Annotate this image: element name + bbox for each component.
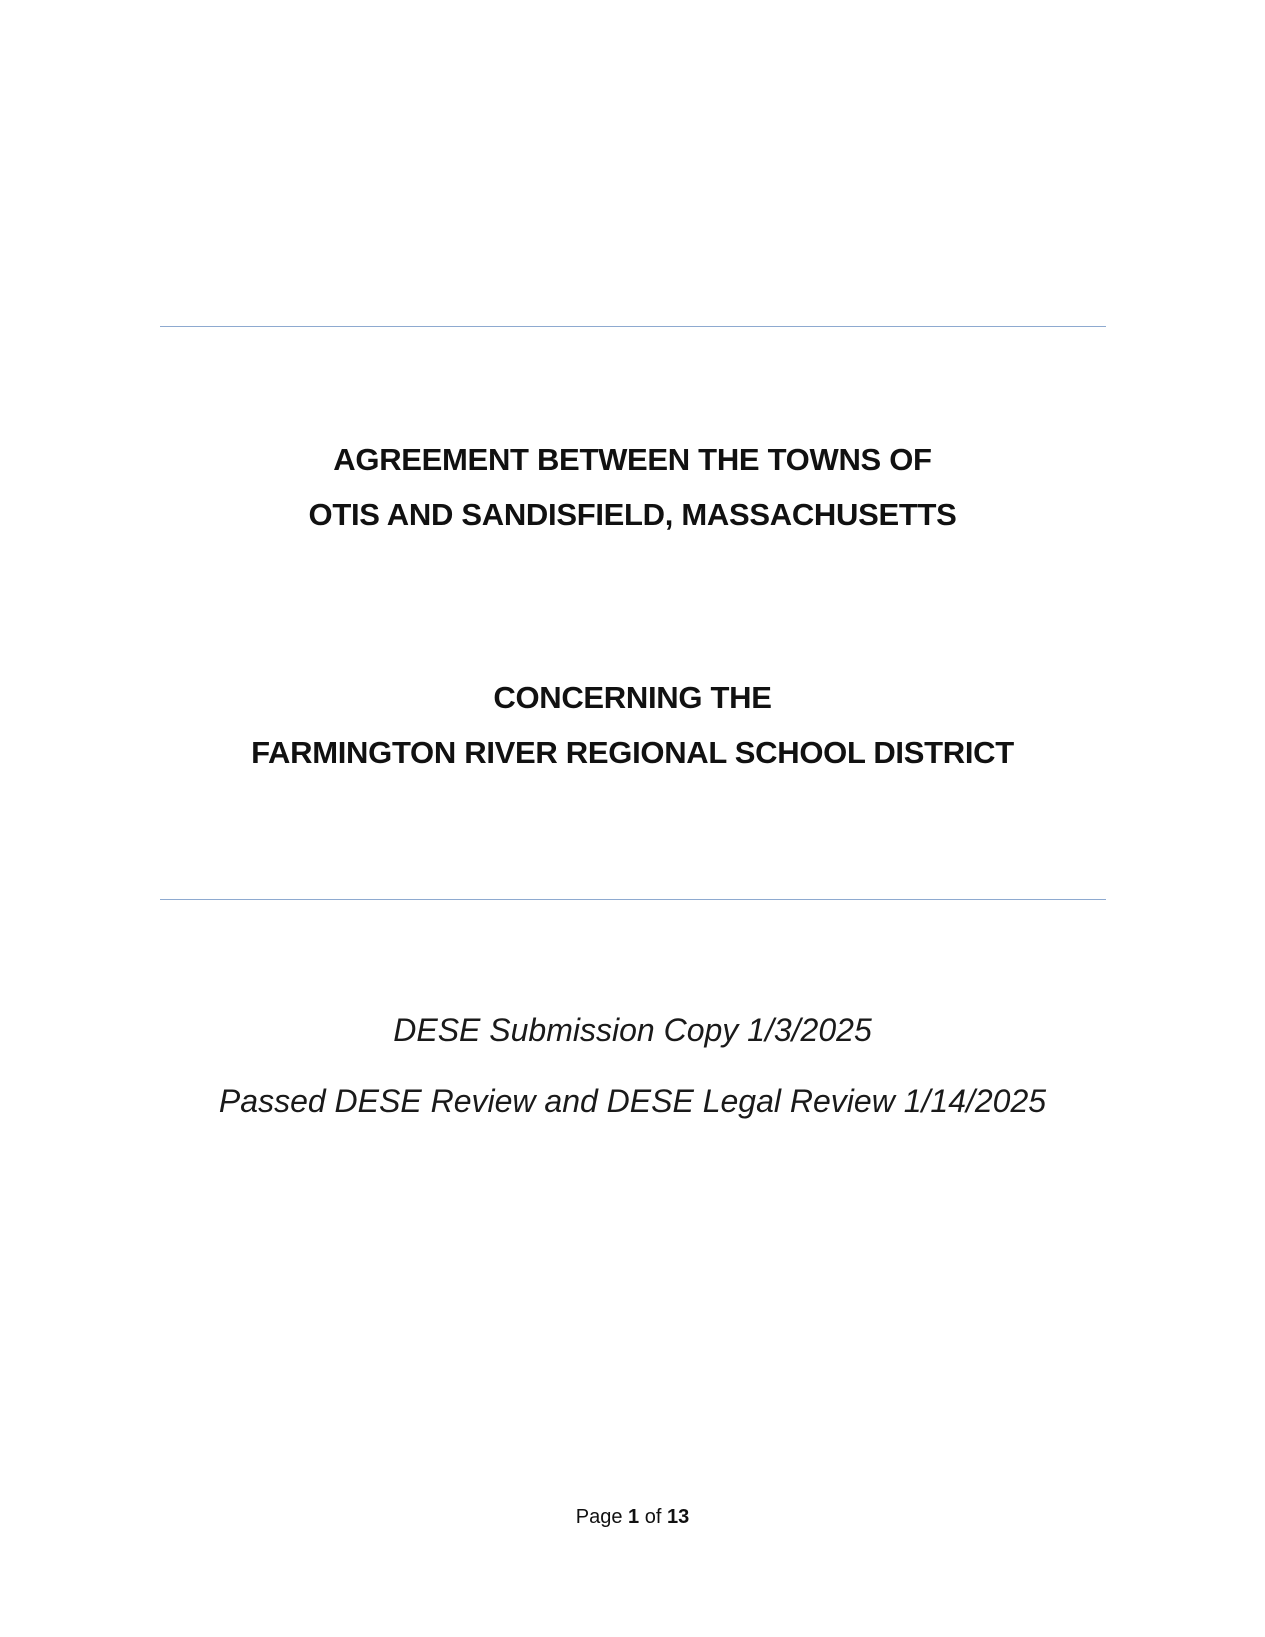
of-label: of: [644, 1506, 662, 1528]
page-footer: [0, 1504, 1265, 1530]
subtitle-line-2: FARMINGTON RIVER REGIONAL SCHOOL DISTRICT: [251, 735, 1014, 770]
submission-note: DESE Submission Copy 1/3/2025: [393, 1012, 872, 1048]
review-note: Passed DESE Review and DESE Legal Review 1/14/2025: [218, 1083, 1047, 1119]
subtitle-line-1: CONCERNING THE: [493, 680, 772, 715]
title-line-2: OTIS AND SANDISFIELD, MASSACHUSETTS: [308, 497, 957, 532]
current-page-number: 1: [628, 1506, 640, 1528]
bottom-divider: [160, 899, 1106, 900]
top-divider: [160, 326, 1106, 327]
total-pages-number: 13: [666, 1506, 690, 1528]
title-line-1: AGREEMENT BETWEEN THE TOWNS OF: [333, 442, 932, 477]
page-label: Page: [575, 1506, 623, 1528]
